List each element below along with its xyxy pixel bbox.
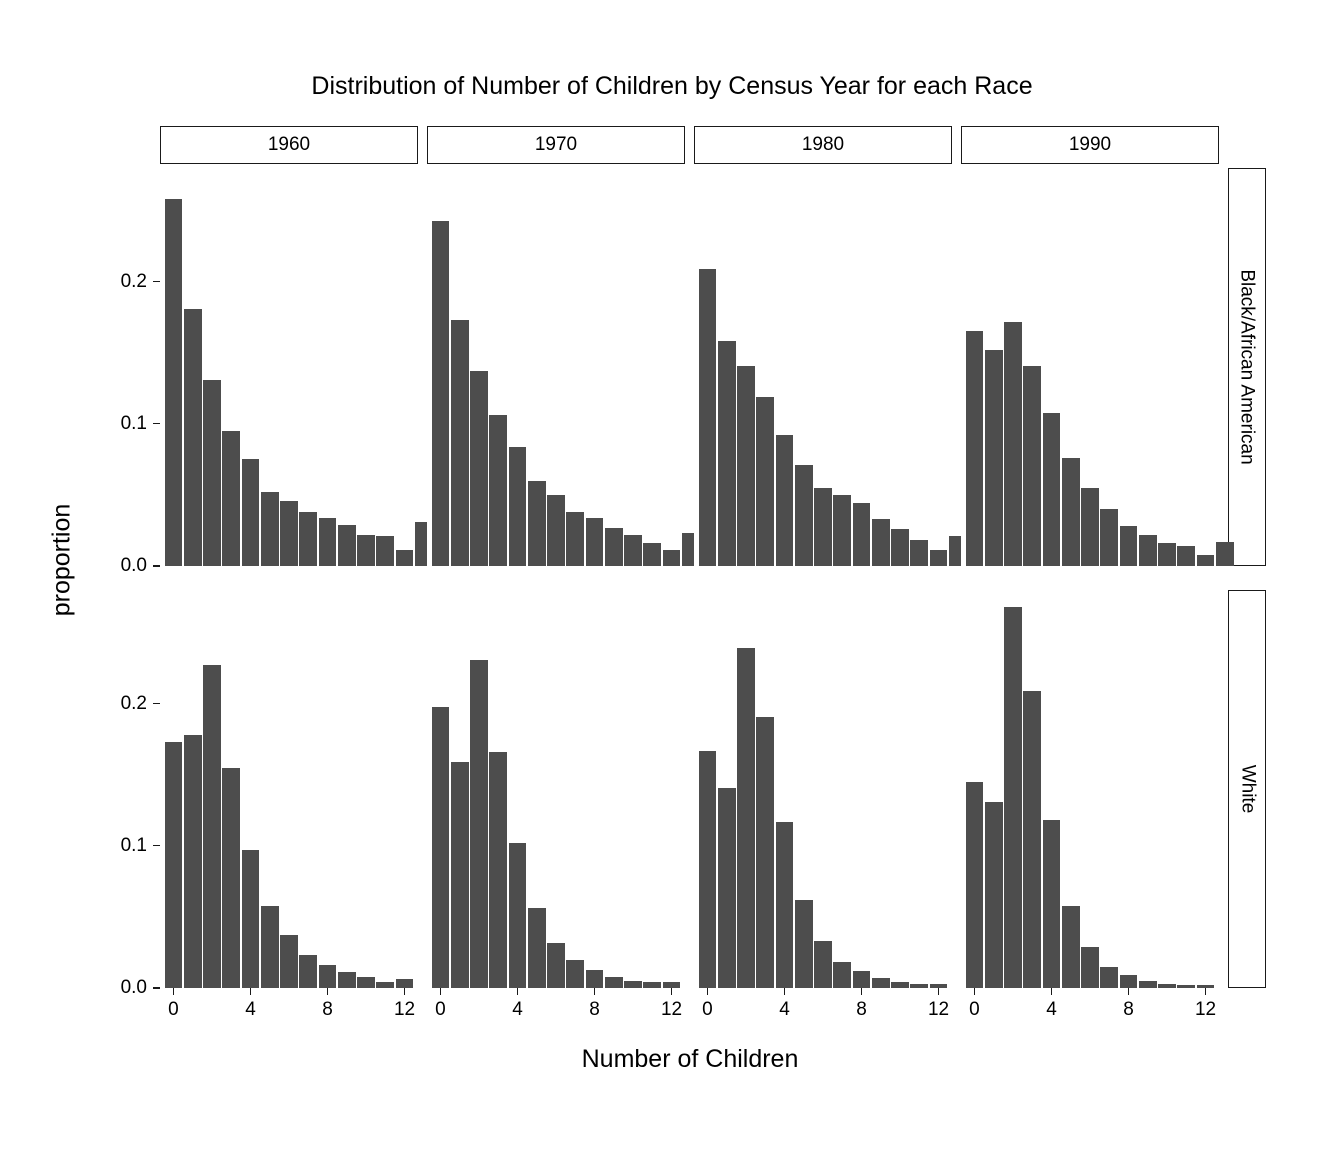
bar — [756, 717, 774, 988]
bar — [1043, 413, 1061, 567]
x-axis-tick — [173, 988, 175, 995]
bar — [891, 529, 909, 566]
x-axis-tick-label: 4 — [245, 999, 256, 1020]
bar — [737, 648, 755, 988]
facet-strip-year-1990 — [961, 126, 1219, 164]
bar — [338, 972, 356, 988]
x-axis-tick-label: 0 — [969, 999, 980, 1020]
bar-series — [961, 168, 1219, 566]
facet-strip-label: 1980 — [801, 134, 845, 155]
panel-1990-black — [961, 168, 1219, 566]
bar — [872, 978, 890, 988]
bar — [930, 550, 948, 566]
facet-strip-year-1960 — [160, 126, 418, 164]
bar — [451, 762, 469, 988]
bar — [776, 435, 794, 566]
bar — [319, 518, 337, 566]
y-axis-tick-label: 0.2 — [120, 692, 147, 714]
bar — [1177, 546, 1195, 566]
facet-strip-label: White — [1237, 764, 1259, 814]
bar — [319, 965, 337, 988]
bar — [451, 320, 469, 566]
bar — [1139, 981, 1157, 988]
y-axis-tick — [153, 845, 160, 847]
x-axis-tick — [974, 988, 976, 995]
chart-title: Distribution of Number of Children by Census Year for each Race — [311, 72, 1033, 100]
x-axis-tick-label: 0 — [702, 999, 713, 1020]
bar — [470, 660, 488, 988]
y-axis-label: proportion — [47, 503, 76, 617]
bar — [1043, 820, 1061, 988]
x-axis-tick — [1051, 988, 1053, 995]
bar — [1177, 985, 1195, 988]
y-axis-tick-label: 0.1 — [120, 834, 147, 856]
bar — [1139, 535, 1157, 566]
bar — [528, 908, 546, 988]
bar — [261, 906, 279, 988]
x-axis-tick-label: 8 — [856, 999, 867, 1020]
bar-series — [427, 168, 685, 566]
facet-strip-label: 1970 — [534, 134, 578, 155]
x-axis-tick-label: 12 — [1194, 999, 1217, 1020]
bar — [357, 977, 375, 988]
x-axis-tick-label: 12 — [660, 999, 683, 1020]
bar — [299, 955, 317, 988]
y-axis-tick — [153, 565, 160, 567]
bar-series — [427, 590, 685, 988]
bar — [643, 543, 661, 566]
y-axis-tick — [153, 423, 160, 425]
bar — [432, 707, 450, 988]
bar — [509, 843, 527, 988]
facet-strip-year-1970 — [427, 126, 685, 164]
bar — [509, 447, 527, 566]
bar — [566, 960, 584, 988]
bar — [432, 221, 450, 566]
bar — [1120, 975, 1138, 988]
facet-strip-label: 1990 — [1068, 134, 1112, 155]
panel-1960-black — [160, 168, 418, 566]
x-axis-tick-label: 8 — [1123, 999, 1134, 1020]
x-axis-tick — [594, 988, 596, 995]
bar — [1100, 509, 1118, 566]
bar — [1216, 542, 1234, 566]
x-axis-tick-label: 12 — [393, 999, 416, 1020]
bar — [718, 788, 736, 988]
bar — [203, 665, 221, 988]
bar — [1004, 322, 1022, 566]
bar — [643, 982, 661, 988]
panel-1980-black — [694, 168, 952, 566]
bar — [966, 782, 984, 988]
bar — [910, 984, 928, 988]
x-axis-label: Number of Children — [581, 1045, 799, 1073]
bar — [1004, 607, 1022, 988]
bar — [586, 970, 604, 988]
bar — [222, 768, 240, 988]
bar — [833, 495, 851, 566]
x-axis-tick — [1128, 988, 1130, 995]
panel-1990-white — [961, 590, 1219, 988]
facet-strip-label: Black/African American — [1237, 269, 1259, 465]
bar — [776, 822, 794, 988]
bar — [699, 751, 717, 988]
bar — [547, 943, 565, 988]
bar — [203, 380, 221, 566]
bar — [547, 495, 565, 566]
bar — [985, 802, 1003, 988]
bar — [1023, 691, 1041, 988]
bar — [357, 535, 375, 566]
bar — [1081, 947, 1099, 988]
y-axis-tick-label: 0.2 — [120, 270, 147, 292]
bar — [1081, 488, 1099, 566]
bar — [814, 488, 832, 566]
bar — [1023, 366, 1041, 566]
x-axis-tick — [938, 988, 940, 995]
panel-1980-white — [694, 590, 952, 988]
bar — [795, 465, 813, 566]
bar — [718, 341, 736, 566]
x-axis-tick-label: 0 — [168, 999, 179, 1020]
bar — [242, 850, 260, 988]
y-axis-tick-label: 0.1 — [120, 412, 147, 434]
y-axis-tick-label: 0.0 — [120, 555, 147, 576]
bar — [624, 981, 642, 988]
bar — [756, 397, 774, 566]
x-axis-tick-label: 4 — [512, 999, 523, 1020]
bar — [853, 971, 871, 988]
panel-1970-white — [427, 590, 685, 988]
x-axis-tick-label: 4 — [779, 999, 790, 1020]
bar — [184, 309, 202, 566]
x-axis-tick — [707, 988, 709, 995]
bar — [1062, 906, 1080, 988]
facet-strip-label: 1960 — [267, 134, 311, 155]
x-axis-tick-label: 4 — [1046, 999, 1057, 1020]
bar — [1120, 526, 1138, 566]
bar — [376, 982, 394, 988]
bar — [737, 366, 755, 566]
y-axis-tick — [153, 281, 160, 283]
bar — [1062, 458, 1080, 566]
bar — [165, 742, 183, 988]
bar — [396, 979, 414, 988]
x-axis-tick — [404, 988, 406, 995]
x-axis-tick — [861, 988, 863, 995]
x-axis-tick — [1205, 988, 1207, 995]
bar — [605, 528, 623, 566]
bar — [566, 512, 584, 566]
bar-series — [961, 590, 1219, 988]
facet-strip-year-1980 — [694, 126, 952, 164]
bar — [699, 269, 717, 566]
bar — [299, 512, 317, 566]
panel-1960-white — [160, 590, 418, 988]
x-axis-tick — [327, 988, 329, 995]
bar — [853, 503, 871, 566]
y-axis-tick — [153, 703, 160, 705]
bar — [663, 550, 681, 566]
bar — [891, 982, 909, 988]
bar — [376, 536, 394, 566]
bar — [396, 550, 414, 566]
bar — [795, 900, 813, 988]
facet-strip-race-black-african-american — [1228, 168, 1266, 566]
bar-series — [694, 168, 952, 566]
bar-series — [160, 168, 418, 566]
bar — [280, 935, 298, 988]
bar — [872, 519, 890, 566]
bar — [280, 501, 298, 566]
y-axis-tick — [153, 987, 160, 989]
bar — [966, 331, 984, 566]
bar — [814, 941, 832, 988]
bar — [586, 518, 604, 566]
y-axis-tick-label: 0.0 — [120, 977, 147, 998]
facet-strip-race-white — [1228, 590, 1266, 988]
bar — [165, 199, 183, 566]
bar — [1197, 555, 1215, 566]
bar — [528, 481, 546, 566]
bar — [222, 431, 240, 566]
bar — [184, 735, 202, 988]
bar — [489, 415, 507, 566]
x-axis-tick — [250, 988, 252, 995]
bar — [833, 962, 851, 988]
bar — [338, 525, 356, 566]
x-axis-tick-label: 12 — [927, 999, 950, 1020]
bar — [985, 350, 1003, 566]
bar — [1158, 984, 1176, 988]
bar — [261, 492, 279, 566]
bar — [910, 540, 928, 566]
panel-1970-black — [427, 168, 685, 566]
bar — [470, 371, 488, 566]
x-axis-tick — [440, 988, 442, 995]
x-axis-tick-label: 8 — [322, 999, 333, 1020]
bar — [1158, 543, 1176, 566]
bar — [242, 459, 260, 566]
bar — [605, 977, 623, 988]
x-axis-tick — [517, 988, 519, 995]
x-axis-tick — [671, 988, 673, 995]
bar — [1100, 967, 1118, 988]
x-axis-tick — [784, 988, 786, 995]
x-axis-tick-label: 8 — [589, 999, 600, 1020]
bar — [489, 752, 507, 988]
bar-series — [160, 590, 418, 988]
bar — [624, 535, 642, 566]
x-axis-tick-label: 0 — [435, 999, 446, 1020]
bar-series — [694, 590, 952, 988]
